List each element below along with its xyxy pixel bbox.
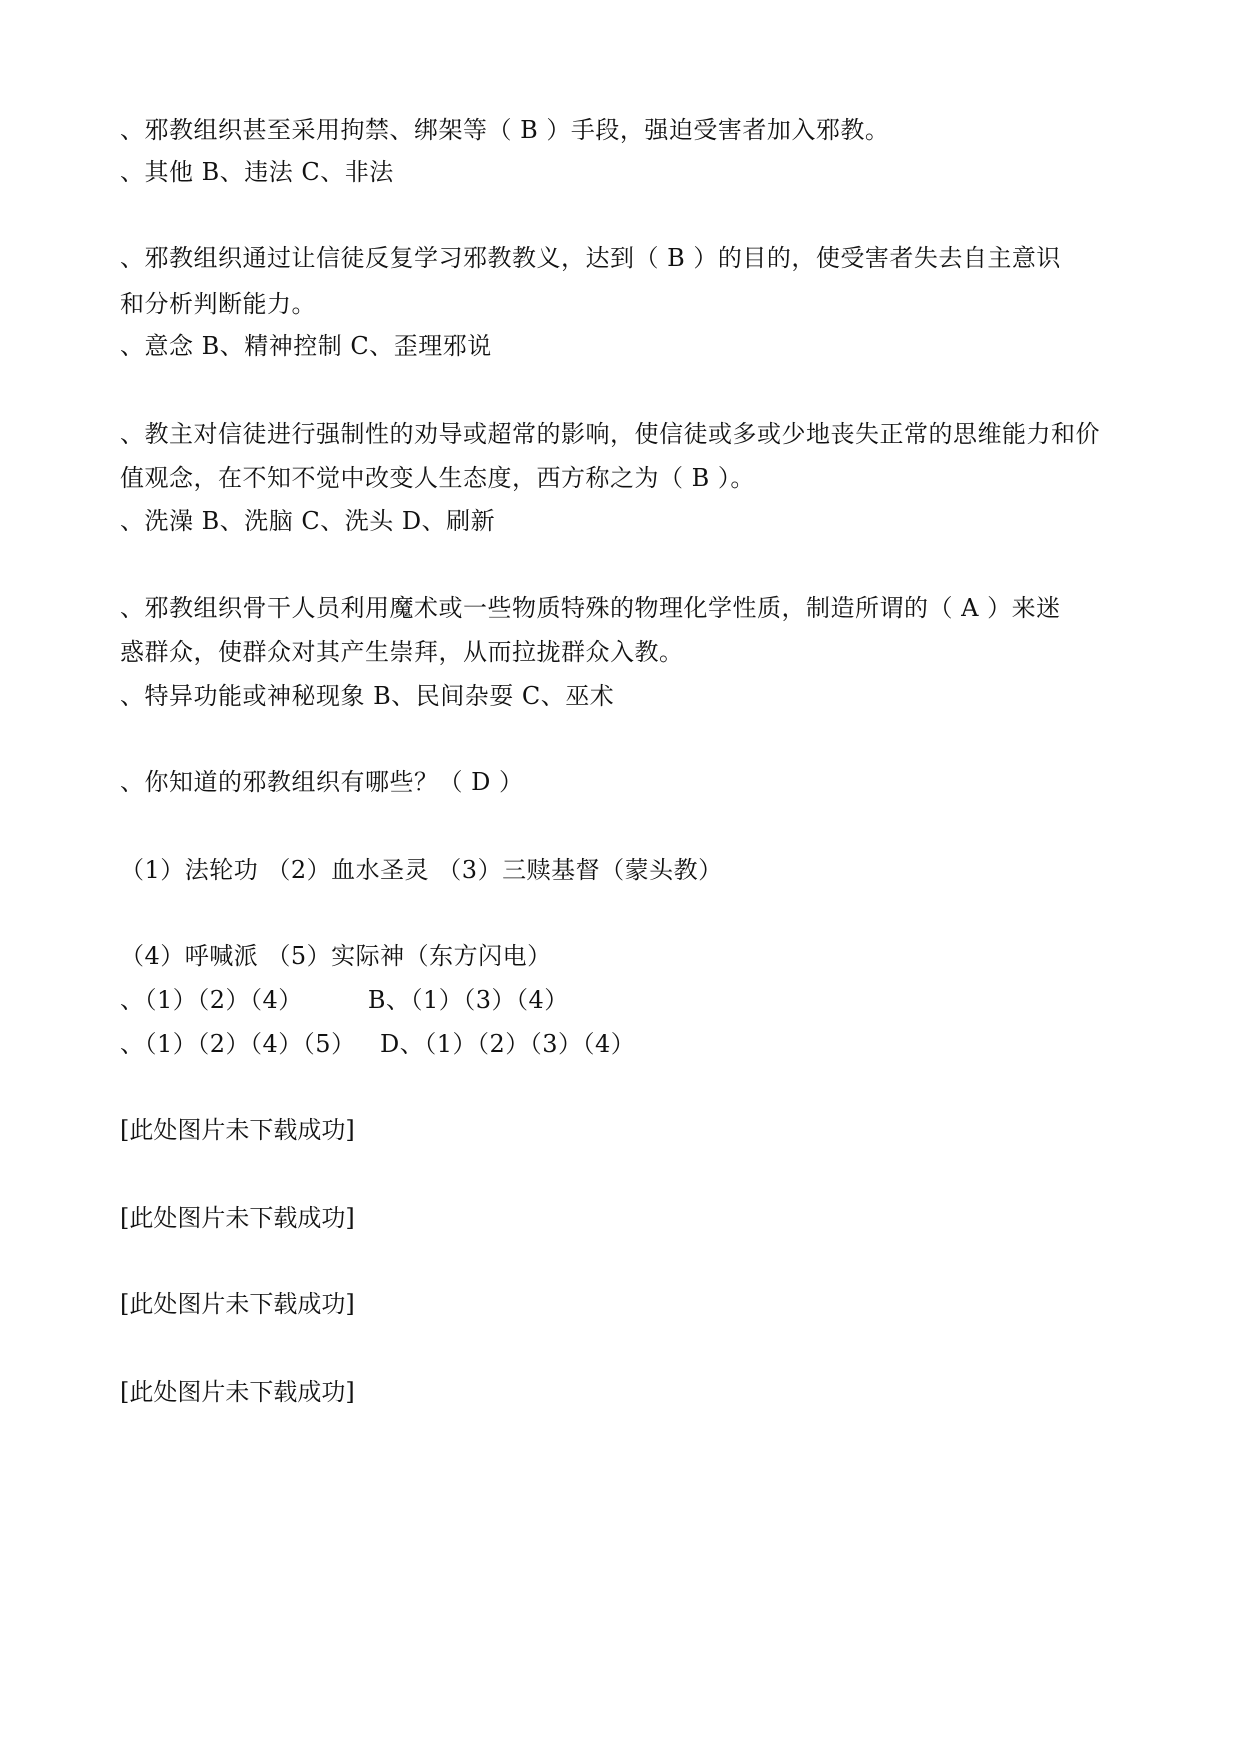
question-4-options: 、特异功能或神秘现象 B、民间杂耍 C、巫术 (120, 682, 615, 710)
question-5-list-line1: （1）法轮功 （2）血水圣灵 （3）三赎基督（蒙头教） (120, 856, 723, 884)
missing-image-placeholder: [此处图片未下载成功] (120, 1116, 355, 1144)
question-3-options: 、洗澡 B、洗脑 C、洗头 D、刷新 (120, 507, 496, 535)
question-5-stem: 、你知道的邪教组织有哪些？（ D ） (120, 768, 524, 796)
question-1-stem: 、邪教组织甚至采用拘禁、绑架等（ B ）手段，强迫受害者加入邪教。 (120, 116, 890, 144)
question-5-list-line2: （4）呼喊派 （5）实际神（东方闪电） (120, 942, 552, 970)
question-3-stem-line1: 、教主对信徒进行强制性的劝导或超常的影响，使信徒或多或少地丧失正常的思维能力和价 (120, 420, 1100, 448)
question-2-stem-line1: 、邪教组织通过让信徒反复学习邪教教义，达到（ B ）的目的，使受害者失去自主意识 (120, 244, 1061, 272)
missing-image-placeholder: [此处图片未下载成功] (120, 1290, 355, 1318)
question-3-stem-line2: 值观念，在不知不觉中改变人生态度，西方称之为（ B ）。 (120, 464, 755, 492)
question-5-options-line1: 、（1）（2）（4） B、（1）（3）（4） (120, 986, 569, 1014)
missing-image-placeholder: [此处图片未下载成功] (120, 1378, 355, 1406)
question-4-stem-line1: 、邪教组织骨干人员利用魔术或一些物质特殊的物理化学性质，制造所谓的（ A ）来迷 (120, 594, 1061, 622)
question-5-options-line2: 、（1）（2）（4）（5） D、（1）（2）（3）（4） (120, 1030, 636, 1058)
question-1-options: 、其他 B、违法 C、非法 (120, 158, 394, 186)
question-4-stem-line2: 惑群众，使群众对其产生崇拜，从而拉拢群众入教。 (120, 638, 684, 666)
question-2-options: 、意念 B、精神控制 C、歪理邪说 (120, 332, 492, 360)
question-2-stem-line2: 和分析判断能力。 (120, 290, 316, 318)
missing-image-placeholder: [此处图片未下载成功] (120, 1204, 355, 1232)
